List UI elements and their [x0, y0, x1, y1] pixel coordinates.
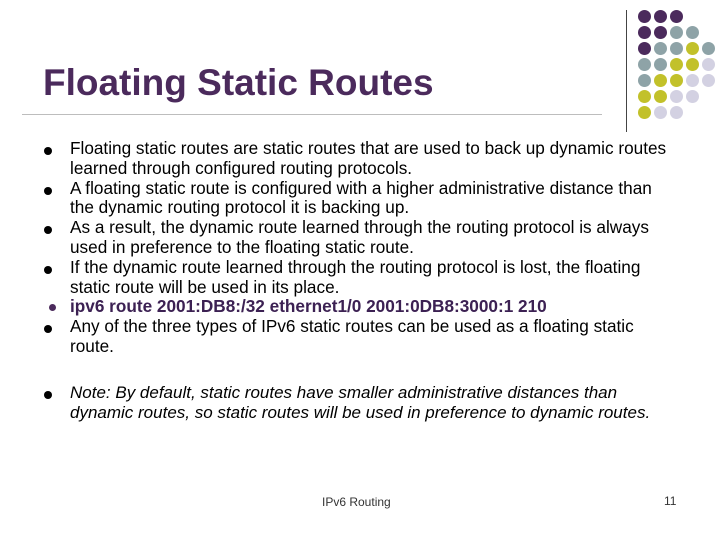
decorative-dot [670, 90, 683, 103]
decorative-dot [638, 106, 651, 119]
decorative-dot [638, 42, 651, 55]
sub-bullet-dot [49, 304, 56, 311]
decorative-dot [686, 42, 699, 55]
bullet-item-4 [44, 258, 674, 298]
bullet-dot [44, 226, 52, 234]
command-text: ipv6 route 2001:DB8:/32 ethernet1/0 2001:0DB8:3000:1 210 [70, 296, 547, 317]
bullet-dot [44, 147, 52, 155]
decorative-dot [654, 10, 667, 23]
bullet-text: As a result, the dynamic route learned through the routing protocol is always used in preference to the floating static route. [70, 217, 649, 257]
decorative-dot [670, 106, 683, 119]
bullet-item-3 [44, 218, 674, 258]
decorative-dot [702, 58, 715, 71]
decorative-dot [654, 106, 667, 119]
note-item [44, 383, 674, 423]
bullet-item-1 [44, 139, 674, 179]
decorative-dot [654, 58, 667, 71]
decorative-dot [670, 42, 683, 55]
decorative-dot [638, 90, 651, 103]
decorative-dot [654, 90, 667, 103]
decorative-dot [686, 26, 699, 39]
decorative-dot [702, 74, 715, 87]
decorative-dot [702, 42, 715, 55]
decorative-dot [654, 26, 667, 39]
decorative-dot [654, 74, 667, 87]
bullet-text: Floating static routes are static routes that are used to back up dynamic routes learned through configured routing protocols. [70, 138, 667, 178]
slide-title: Floating Static Routes [43, 62, 434, 103]
bullet-item-2 [44, 179, 674, 219]
bullet-dot [44, 325, 52, 333]
vertical-divider [626, 10, 627, 132]
bullet-dot [44, 391, 52, 399]
bullet-dot [44, 266, 52, 274]
decorative-dot [670, 74, 683, 87]
bullet-dot [44, 187, 52, 195]
note-text: Note: By default, static routes have smaller administrative distances than dynamic routes, so static routes will be used in preference to dynamic routes. [70, 382, 651, 422]
horizontal-divider [22, 114, 602, 115]
decorative-dot [670, 58, 683, 71]
bullet-item-5 [44, 317, 674, 357]
bullet-text: A floating static route is configured with a higher administrative distance than the dynamic routing protocol it is backing up. [70, 177, 652, 218]
page-number: 11 [664, 494, 677, 508]
bullet-text: If the dynamic route learned through the routing protocol is lost, the floating static route will be used in its place. [70, 256, 641, 297]
bullet-text: Any of the three types of IPv6 static routes can be used as a floating static route. [70, 316, 634, 356]
decorative-dot [654, 42, 667, 55]
decorative-dot [686, 90, 699, 103]
bullet-list [44, 139, 674, 422]
decorative-dot [670, 10, 683, 23]
decorative-dot [638, 58, 651, 71]
decorative-dot [670, 26, 683, 39]
decorative-dot [638, 26, 651, 39]
decorative-dot [638, 74, 651, 87]
sub-bullet-command [44, 297, 674, 317]
decorative-dot [638, 10, 651, 23]
footer-title: IPv6 Routing [322, 495, 391, 509]
decorative-dot [686, 58, 699, 71]
decorative-dot [686, 74, 699, 87]
